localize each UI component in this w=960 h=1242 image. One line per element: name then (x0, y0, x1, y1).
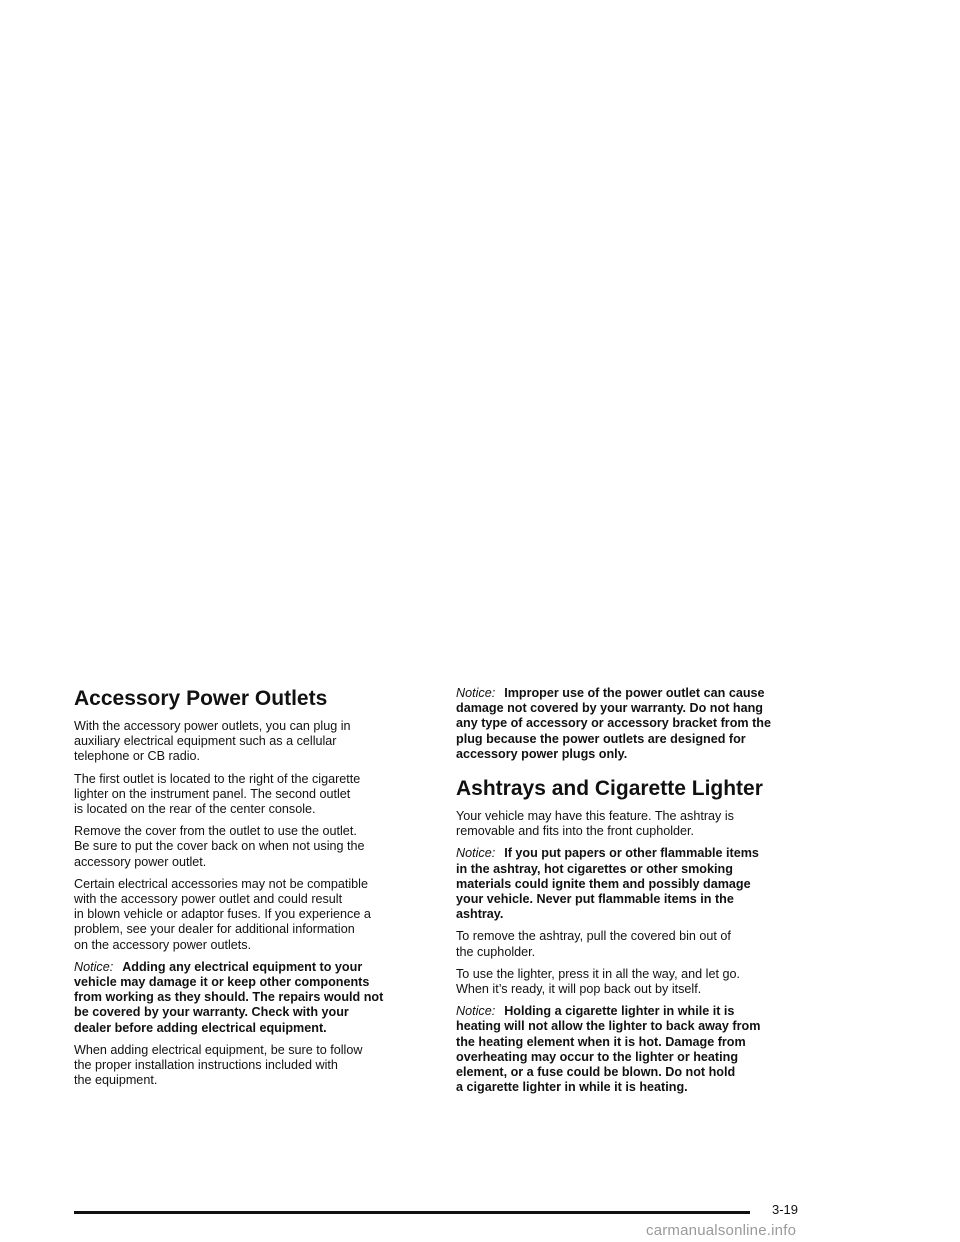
paragraph: With the accessory power outlets, you can plug in auxiliary electrical equipment such as a cellular telephone or CB radio. (74, 719, 351, 764)
section-title-accessory-power-outlets: Accessory Power Outlets (74, 687, 328, 710)
notice-text: Improper use of the power outlet can cause damage not covered by your warranty. Do not hang any type of accessory or accessory bracket from the plug because the power outlets are designed for accessory power plugs only. (456, 686, 771, 761)
paragraph: To use the lighter, press it in all the way, and let go. When it’s ready, it will pop back out by itself. (456, 966, 740, 997)
paragraph: The first outlet is located to the right of the cigarette lighter on the instrument panel. The second outlet is located on the rear of the center console. (74, 771, 361, 817)
right-column (456, 686, 816, 1102)
notice-block (456, 846, 816, 922)
notice-label: Notice: (456, 686, 496, 700)
left-column (74, 686, 434, 1095)
notice-text: Adding any electrical equipment to your vehicle may damage it or keep other components from working as they should. The repairs would not be covered by your warranty. Check with your dealer before adding electrical equipment. (74, 959, 384, 1035)
notice-block (74, 960, 434, 1036)
paragraph: To remove the ashtray, pull the covered bin out of the cupholder. (456, 929, 731, 959)
paragraph: Your vehicle may have this feature. The ashtray is removable and fits into the front cupholder. (456, 809, 734, 839)
paragraph: When adding electrical equipment, be sure to follow the proper installation instructions included with the equipment. (74, 1042, 363, 1088)
notice-block (456, 686, 816, 762)
section-title-ashtrays-and-cigarette-lighter: Ashtrays and Cigarette Lighter (456, 777, 763, 801)
paragraph: Remove the cover from the outlet to use the outlet. Be sure to put the cover back on when not using the accessory power outlet. (74, 824, 365, 869)
notice-block (456, 1004, 816, 1095)
notice-text: If you put papers or other flammable items in the ashtray, hot cigarettes or other smoking materials could ignite them and possibly damage your vehicle. Never put flammable items in the ashtray. (456, 846, 759, 922)
watermark: carmanualsonline.info (646, 1222, 797, 1239)
notice-text: Holding a cigarette lighter in while it is heating will not allow the lighter to back away from the heating element when it is hot. Damage from overheating may occur to the lighter or heating element, or a fuse could be blown. Do not hold a cigarette lighter in while it is heating. (456, 1004, 761, 1095)
page-number: 3-19 (772, 1202, 799, 1217)
notice-label: Notice: (74, 959, 114, 974)
notice-label: Notice: (456, 1004, 496, 1019)
paragraph: Certain electrical accessories may not be compatible with the accessory power outlet and could result in blown vehicle or adaptor fuses. If you experience a problem, see your dealer for additional information on the accessory power outlets. (74, 876, 371, 952)
footer-rule (74, 1211, 750, 1214)
notice-label: Notice: (456, 846, 496, 861)
